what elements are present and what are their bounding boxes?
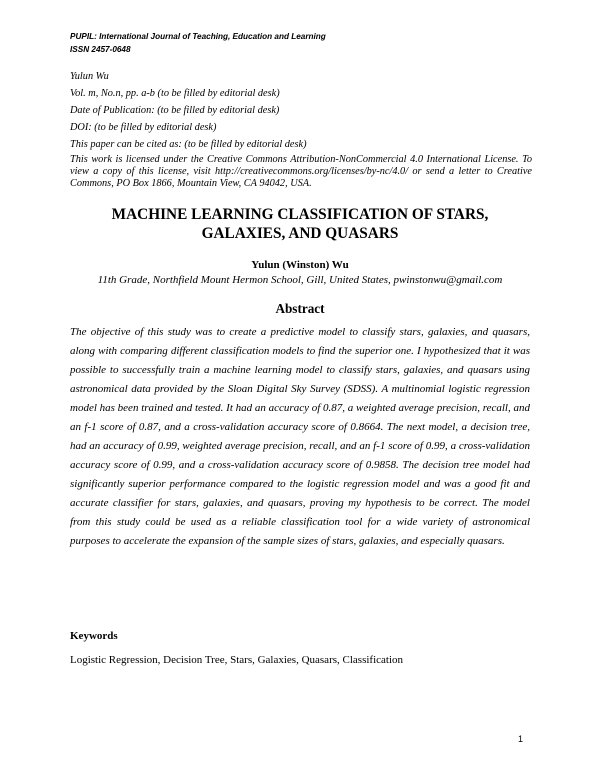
abstract-body: The objective of this study was to create a predictive model to classify stars, galaxies, and quasars, along with comparing different classification models to find the superior one. I hypothesized that it was possible to successfully train a machine learning model to classify stars, galaxies, and quasars using astronomical data provided by the Sloan Digital Sky Survey (SDSS). A multinomial logistic regression model has been trained and tested. It had an accuracy of 0.87, a weighted average precision, recall, and an f-1 score of 0.87, and a cross-validation accuracy score of 0.8664. The next model, a decision tree, had an accuracy of 0.99, weighted average precision, recall, and an f-1 score of 0.99, a cross-validation accuracy score of 0.99, and a cross-validation accuracy score of 0.9858. The decision tree model had significantly superior performance compared to the logistic regression model and was a good fit and accurate classifier for stars, galaxies, and quasars, proving my hypothesis to be correct. The model from this study could be used as a reliable classification tool for a wide variety of astronomical purposes to accelerate the expansion of the sample sizes of stars, galaxies, and especially quasars.	[70, 326, 530, 547]
author-short: Yulun Wu	[70, 71, 109, 82]
paper-title	[60, 205, 540, 243]
volume-info: Vol. m, No.n, pp. a-b (to be filled by editorial desk)	[70, 88, 280, 99]
keywords-list: Logistic Regression, Decision Tree, Stars, Galaxies, Quasars, Classification	[70, 654, 404, 666]
publication-date: Date of Publication: (to be filled by editorial desk)	[70, 105, 280, 116]
journal-issn: ISSN 2457-0648	[70, 45, 131, 54]
journal-name: PUPIL: International Journal of Teaching, Education and Learning	[70, 32, 326, 41]
author-name: Yulun (Winston) Wu	[251, 259, 349, 271]
license-notice: This work is licensed under the Creative Commons Attribution-NonCommercial 4.0 International License. To view a copy of this license, visit http://creativecommons.org/licenses/by-nc/4.0/ or send a letter to Creative Commons, PO Box 1866, Mountain View, CA 94042, USA.	[70, 154, 532, 189]
citation-info: This paper can be cited as: (to be filled by editorial desk)	[70, 139, 307, 150]
abstract-heading: Abstract	[275, 301, 325, 316]
keywords-heading: Keywords	[70, 630, 118, 642]
author-affiliation: 11th Grade, Northfield Mount Hermon School, Gill, United States, pwinstonwu@gmail.com	[97, 274, 503, 286]
paper-title-line-1: MACHINE LEARNING CLASSIFICATION OF STARS,	[111, 206, 489, 223]
paper-title-line-2: GALAXIES, AND QUASARS	[201, 225, 399, 242]
page-number: 1	[518, 734, 524, 744]
doi-info: DOI: (to be filled by editorial desk)	[70, 122, 217, 133]
